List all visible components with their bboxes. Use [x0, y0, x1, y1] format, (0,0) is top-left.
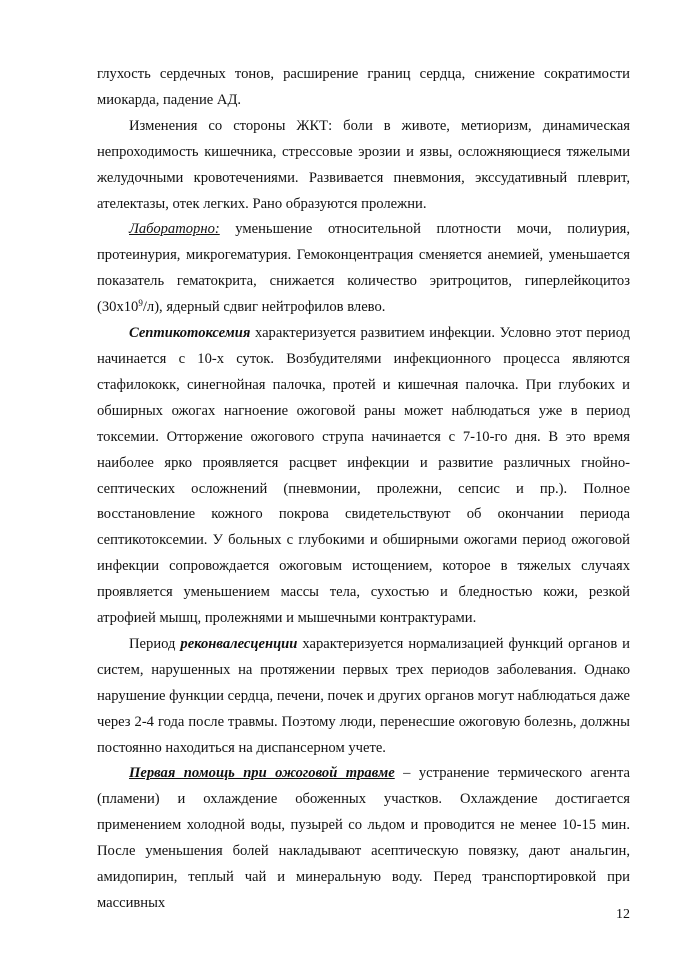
term-septicotoxemia: Септикотоксемия [129, 325, 251, 342]
paragraph-4-text: характеризуется развитием инфекции. Условно этот период начинается с 10-х суток. Возбудителями инфекционного процесса являются стафилококк, синегнойная палочка, протей и кишечная палочка. При глубоких и обширных ожогах нагноение ожоговой раны может наблюдаться уже в период токсемии. Отторжение ожогового струпа начинается с 7-10-го дня. В это время наиболее ярко проявляется расцвет инфекции и развитие различных гнойно-септических осложнений (пневмонии, пролежни, сепсис и пр.). Полное восстановление кожного покрова свидетельствуют об окончании периода септикотоксемии. У больных с глубокими и обширными ожогами период ожоговой инфекции сопровождается ожоговым истощением, которое в тяжелых случаях проявляется уменьшением массы тела, сухостью и бледностью кожи, резкой атрофией мышц, пролежнями и мышечными контрактурами. [97, 325, 630, 627]
paragraph-3-text-a: уменьшение относительной плотности мочи, полиурия, протеинурия, микрогематурия. Гемоконцентрация сменяется анемией, уменьшается показатель гематокрита, снижается количество эритроцитов, гиперлейкоцитоз (30x10 [97, 221, 630, 316]
superscript-exponent: 9 [138, 298, 143, 309]
paragraph-6-text: – устранение термического агента (пламени) и охлаждение обоженных участков. Охлаждение достигается применением холодной воды, пузырей со льдом и проводится не менее 10-15 мин. После уменьшения болей накладывают асептическую повязку, дают анальгин, амидопирин, теплый чай и минеральную воду. Перед транспортировкой при массивных [97, 765, 631, 911]
paragraph-3 [97, 217, 630, 321]
paragraph-6 [97, 761, 630, 916]
page-number: 12 [616, 907, 630, 922]
paragraph-5-text-a: Период [129, 635, 181, 652]
paragraph-3-text-b: /л), ядерный сдвиг нейтрофилов влево. [142, 299, 386, 316]
paragraph-5-text-b: характеризуется нормализацией функций органов и систем, нарушенных на протяжении первых трех периодов заболевания. Однако нарушение функции сердца, печени, почек и других органов могут наблюдаться даже через 2-4 года после травмы. Поэтому люди, перенесшие ожоговую болезнь, должны постоянно находиться на диспансерном учете. [97, 635, 630, 756]
paragraph-1: глухость сердечных тонов, расширение границ сердца, снижение сократимости миокарда, падение АД. [97, 66, 630, 108]
paragraph-4 [97, 321, 630, 632]
paragraph-2: Изменения со стороны ЖКТ: боли в животе, метиоризм, динамическая непроходимость кишечника, стрессовые эрозии и язвы, осложняющиеся тяжелыми желудочными кровотечениями. Развивается пневмония, экссудативный плеврит, ателектазы, отек легких. Рано образуются пролежни. [97, 117, 630, 212]
document-page [97, 62, 630, 917]
term-convalescence: реконвалесценции [180, 635, 298, 652]
term-laboratory: Лабораторно: [129, 221, 220, 238]
paragraph-5 [97, 632, 630, 762]
term-first-aid: Первая помощь при ожоговой травме [129, 765, 395, 782]
